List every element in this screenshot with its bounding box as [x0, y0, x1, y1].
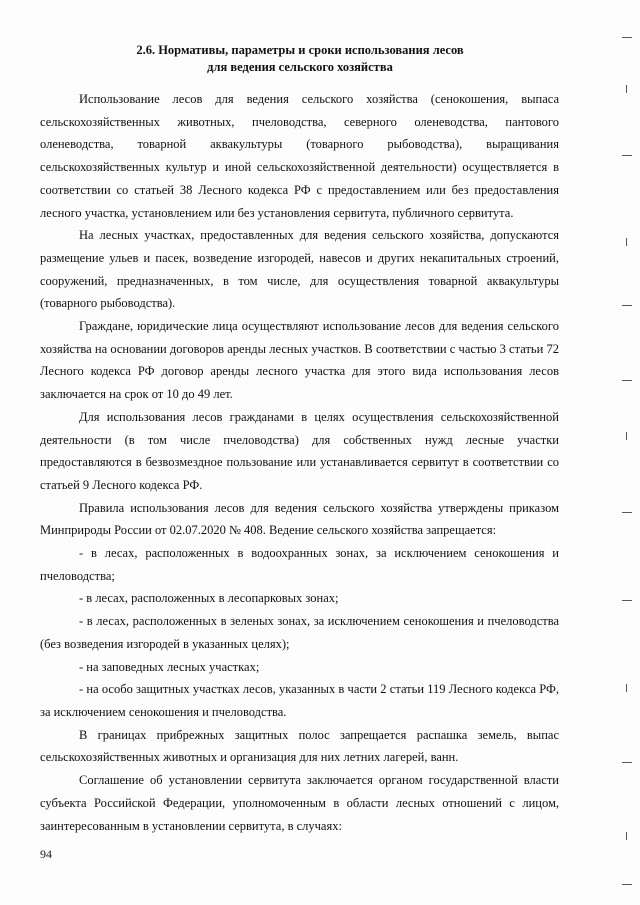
scan-mark [626, 238, 627, 246]
scan-mark [626, 684, 627, 692]
section-heading-line-2: для ведения сельского хозяйства [207, 60, 393, 74]
scan-mark [622, 600, 632, 601]
scan-mark [626, 832, 627, 840]
paragraph: Граждане, юридические лица осуществляют использование лесов для ведения сельского хозяйства на основании договоров аренды лесных участков. В соответствии с частью 3 статьи 72 Лесного кодекса РФ договор аренды лесного участка для этого вида использования лесов заключается на срок от 10 до 49 лет. [40, 319, 559, 402]
paragraph: На лесных участках, предоставленных для ведения сельского хозяйства, допускаются размещение ульев и пасек, возведение изгородей, навесов и других некапитальных строений, сооружений, предназначенных, в том числе, для осуществления товарной аквакультуры (товарного рыбоводства). [40, 228, 559, 311]
scan-mark [622, 762, 632, 763]
list-item: - в лесах, расположенных в зеленых зонах, за исключением сенокошения и пчеловодства (без возведения изгородей в указанных целях); [40, 614, 559, 651]
scan-mark [622, 380, 632, 381]
list-item: - в лесах, расположенных в водоохранных зонах, за исключением сенокошения и пчеловодства; [40, 546, 559, 583]
paragraph: Для использования лесов гражданами в целях осуществления сельскохозяйственной деятельности (в том числе пчеловодства) для собственных нужд лесные участки предоставляются в безвозмездное пользование или устанавливается сервитут в соответствии со статьей 9 Лесного кодекса РФ. [40, 409, 559, 492]
scan-mark [622, 884, 632, 885]
scan-mark [622, 37, 632, 38]
scan-mark [622, 155, 632, 156]
section-heading-line-1: 2.6. Нормативы, параметры и сроки использования лесов [136, 43, 464, 57]
list-item: - на заповедных лесных участках; [79, 659, 260, 674]
paragraph: Соглашение об установлении сервитута заключается органом государственной власти субъекта Российской Федерации, уполномоченным в области лесных отношений с лицом, заинтересованным в установлении сервитута, в случаях: [40, 773, 559, 833]
paragraph: В границах прибрежных защитных полос запрещается распашка земель, выпас сельскохозяйственных животных и организация для них летних лагерей, ванн. [40, 727, 559, 765]
scan-mark [622, 512, 632, 513]
scan-mark [626, 85, 627, 93]
list-item: - в лесах, расположенных в лесопарковых зонах; [79, 591, 339, 606]
paragraph: Использование лесов для ведения сельского хозяйства (сенокошения, выпаса сельскохозяйственных животных, пчеловодства, северного оленеводства, пантового оленеводства, товарной аквакультуры (товарного рыбоводства), выращивания сельскохозяйственных культур и иной сельскохозяйственной деятельности) осуществляется в соответствии со статьей 38 Лесного кодекса РФ с предоставлением или без предоставления лесного участка, установлением или без установления сервитута, публичного сервитута. [40, 92, 559, 220]
paragraph: Правила использования лесов для ведения сельского хозяйства утверждены приказом Минприроды России от 02.07.2020 № 408. Ведение сельского хозяйства запрещается: [40, 500, 559, 538]
list-item: - на особо защитных участках лесов, указанных в части 2 статьи 119 Лесного кодекса РФ, за исключением сенокошения и пчеловодства. [40, 682, 559, 719]
page-number: 94 [40, 847, 52, 861]
document-body [40, 88, 559, 837]
scan-mark [626, 432, 627, 440]
scan-mark [622, 305, 632, 306]
